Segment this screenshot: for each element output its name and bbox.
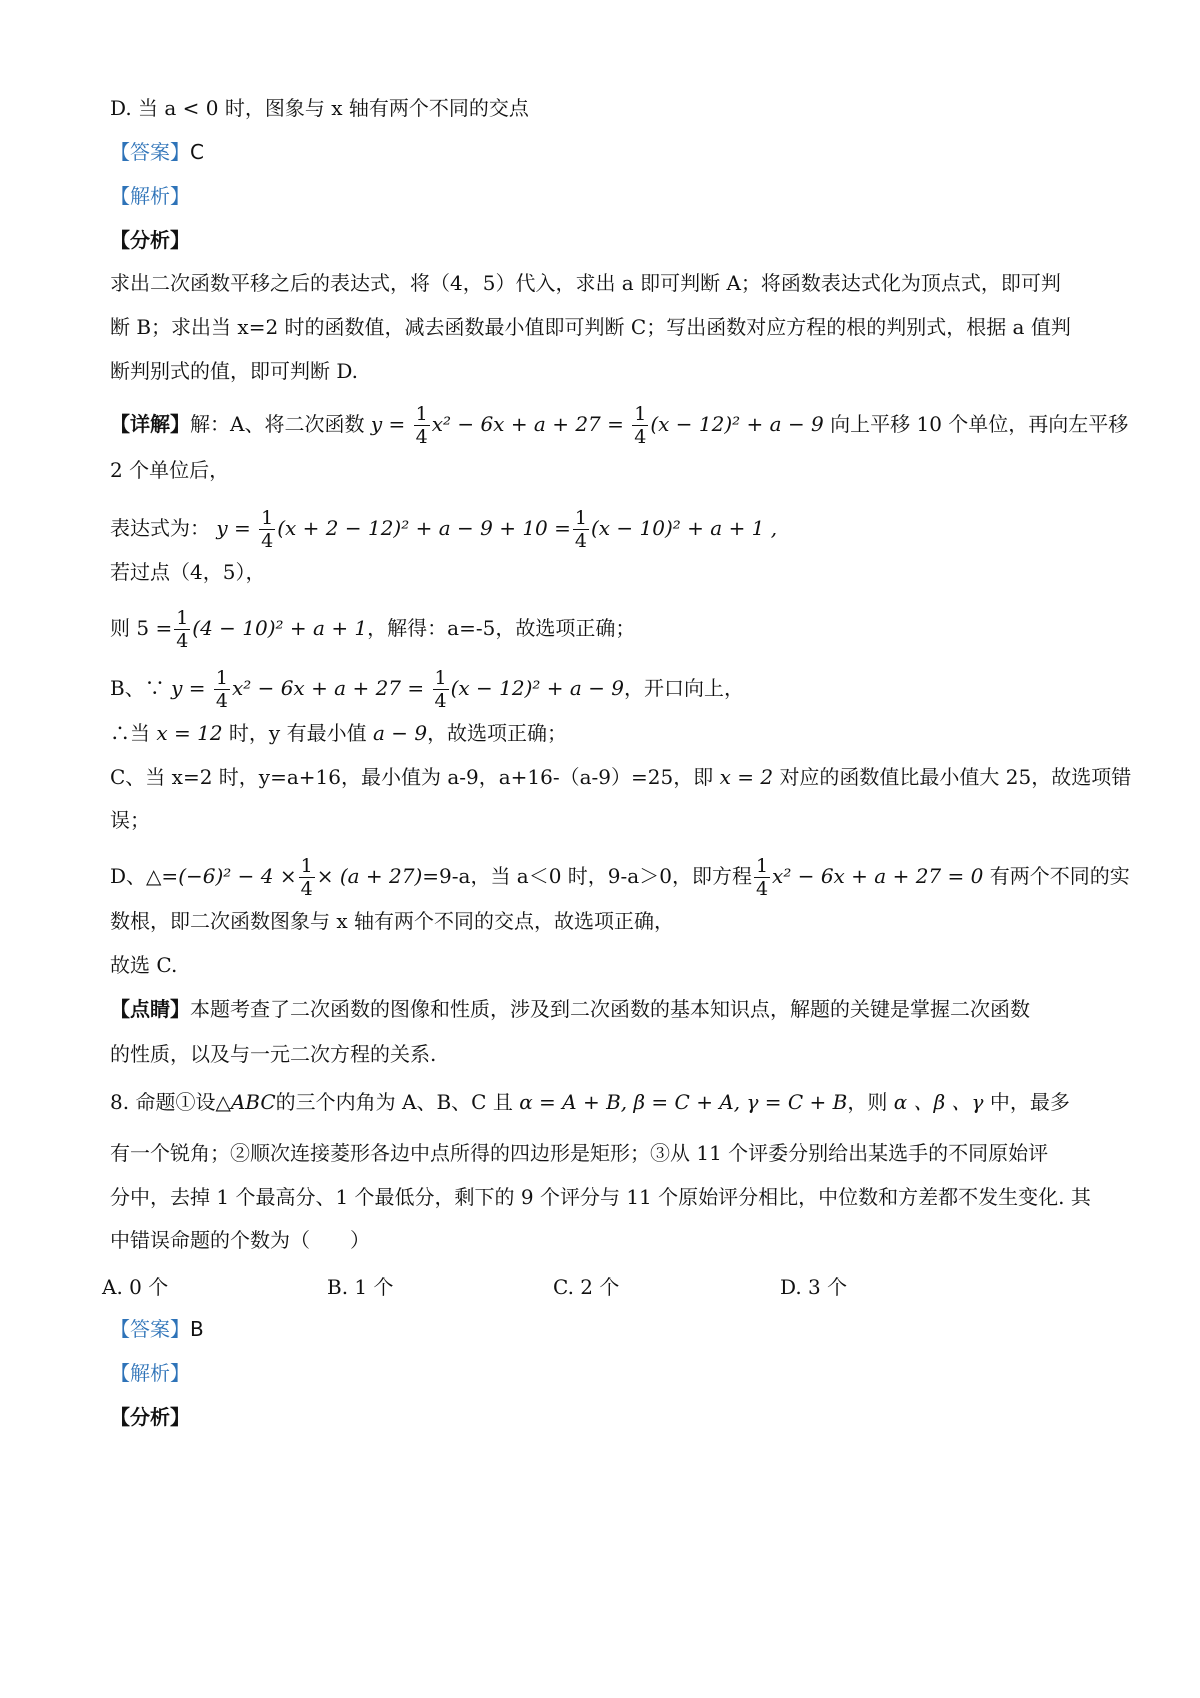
- detail-text: 对应的函数值比最小值大 25，故选项错: [779, 765, 1132, 789]
- detail-text: ，解得：a=-5，故选项正确；: [367, 616, 636, 640]
- q8-text: 8. 命题①设: [110, 1090, 216, 1114]
- jiexi-heading-2: 【解析】: [110, 1361, 190, 1385]
- detail-text: 时，y 有最小值: [228, 721, 367, 745]
- q8-text: 的三个内角为 A、B、C 且: [275, 1090, 513, 1114]
- math-expr: (x − 12)² + a − 9: [450, 676, 625, 700]
- math-expr: (x + 2 − 12)² + a − 9 + 10 =: [277, 516, 571, 540]
- detail-text: 有两个不同的实: [989, 864, 1130, 888]
- detail-text: D、△=: [110, 864, 179, 888]
- fenxi-heading-2: 【分析】: [110, 1405, 190, 1429]
- detail-text: ∴当: [110, 721, 150, 745]
- math-y: y =: [171, 676, 206, 700]
- math-expr: α 、β 、γ: [893, 1090, 984, 1114]
- question-8-line-2: 有一个锐角；②顺次连接菱形各边中点所得的四边形是矩形；③从 11 个评委分别给出某选手的不同原始评: [110, 1141, 1049, 1165]
- fenxi-heading: 【分析】: [110, 228, 190, 252]
- math-expr: △ABC: [215, 1090, 276, 1114]
- fraction-quarter: $\frac{1}{4}$: [755, 855, 769, 900]
- math-expr: α = A + B, β = C + A, γ = C + B: [519, 1090, 848, 1114]
- option-d: D. 3 个: [780, 1275, 848, 1299]
- math-expr: x = 2: [719, 765, 774, 789]
- q8-text: ，则: [847, 1090, 888, 1114]
- detail-line-8: [110, 763, 1132, 791]
- detail-text: 解：A、将二次函数: [190, 412, 365, 436]
- detail-text: C、当 x=2 时，y=a+16，最小值为 a-9，a+16-（a-9）=25，即: [110, 765, 714, 789]
- detail-line-10: [110, 855, 1130, 900]
- detail-tag: 【详解】: [110, 412, 190, 436]
- fraction-quarter: $\frac{1}{4}$: [574, 507, 587, 552]
- math-expr: (x − 12)² + a − 9: [650, 412, 824, 436]
- analysis-line-1: 求出二次函数平移之后的表达式，将（4，5）代入，求出 a 即可判断 A；将函数表达式化为顶点式，即可判: [110, 271, 1061, 295]
- fraction-quarter: $\frac{1}{4}$: [176, 607, 189, 652]
- dianjing-text: 本题考查了二次函数的图像和性质，涉及到二次函数的基本知识点，解题的关键是掌握二次函数: [190, 997, 1030, 1021]
- detail-text: ，开口向上，: [624, 676, 745, 700]
- detail-line-2: 2 个单位后，: [110, 458, 230, 482]
- detail-line-9: 误；: [110, 808, 150, 832]
- fraction-quarter: $\frac{1}{4}$: [261, 507, 274, 552]
- math-expr: (−6)² − 4 ×: [178, 864, 297, 888]
- math-expr: (4 − 10)² + a + 1: [192, 616, 368, 640]
- option-b: B. 1 个: [327, 1275, 394, 1299]
- option-c: C. 2 个: [553, 1275, 620, 1299]
- q8-text: 中，最多: [989, 1090, 1070, 1114]
- math-expr: x² − 6x + a + 27 =: [431, 412, 624, 436]
- dianjing-line-2: 的性质，以及与一元二次方程的关系.: [110, 1042, 437, 1066]
- math-expr: × (a + 27): [316, 864, 423, 888]
- detail-text: 表达式为：: [110, 516, 210, 540]
- detail-text: B、∵: [110, 676, 165, 700]
- math-y: y =: [370, 412, 406, 436]
- analysis-line-3: 断判别式的值，即可判断 D.: [110, 359, 359, 383]
- answer-line-1: [110, 138, 1100, 166]
- detail-text: =9-a，当 a＜0 时，9-a＞0，即方程: [422, 864, 752, 888]
- detail-line-11: 数根，即二次函数图象与 x 轴有两个不同的交点，故选项正确，: [110, 909, 674, 933]
- fraction-quarter: $\frac{1}{4}$: [215, 667, 228, 712]
- detail-line-6: [110, 667, 1100, 712]
- math-expr: (x − 10)² + a + 1 ,: [590, 516, 778, 540]
- analysis-line-2: 断 B；求出当 x=2 时的函数值，减去函数最小值即可判断 C；写出函数对应方程的根的判别式，根据 a 值判: [110, 315, 1071, 339]
- math-expr: x² − 6x + a + 27 =: [231, 676, 425, 700]
- answer-line-2: [110, 1315, 1100, 1343]
- math-expr: a − 9: [372, 721, 428, 745]
- option-d-line: D. 当 a < 0 时，图象与 x 轴有两个不同的交点: [110, 96, 529, 120]
- detail-line-5: [110, 607, 1100, 652]
- option-a: A. 0 个: [102, 1275, 169, 1299]
- fraction-quarter: $\frac{1}{4}$: [634, 403, 647, 448]
- detail-line-3: [110, 507, 1100, 552]
- fraction-quarter: $\frac{1}{4}$: [300, 855, 313, 900]
- math-expr: x = 12: [156, 721, 223, 745]
- math-expr: 5 =: [136, 616, 173, 640]
- detail-text: 向上平移 10 个单位，再向左平移: [830, 412, 1129, 436]
- answer-value: C: [190, 140, 204, 164]
- math-y: y =: [216, 516, 251, 540]
- detail-text: 则: [110, 616, 130, 640]
- question-8-line-1: [110, 1088, 1100, 1116]
- jiexi-heading: 【解析】: [110, 184, 190, 208]
- answer-value: B: [190, 1317, 204, 1341]
- question-8-line-3: 分中，去掉 1 个最高分、1 个最低分，剩下的 9 个评分与 11 个原始评分相比，中位数和方差都不发生变化. 其: [110, 1185, 1091, 1209]
- detail-line-4: 若过点（4，5），: [110, 560, 266, 584]
- detail-text: ，故选项正确；: [427, 721, 568, 745]
- detail-line-12: 故选 C.: [110, 953, 178, 977]
- answer-tag: 【答案】: [110, 1317, 190, 1341]
- dianjing-tag: 【点睛】: [110, 997, 190, 1021]
- fraction-quarter: $\frac{1}{4}$: [434, 667, 447, 712]
- math-expr: x² − 6x + a + 27 = 0: [772, 864, 984, 888]
- dianjing-line-1: [110, 995, 1100, 1023]
- detail-line-1: [110, 403, 1129, 448]
- detail-line-7: [110, 719, 1100, 747]
- answer-tag: 【答案】: [110, 140, 190, 164]
- fraction-quarter: $\frac{1}{4}$: [415, 403, 428, 448]
- question-8-line-4: 中错误命题的个数为（ ）: [110, 1228, 370, 1252]
